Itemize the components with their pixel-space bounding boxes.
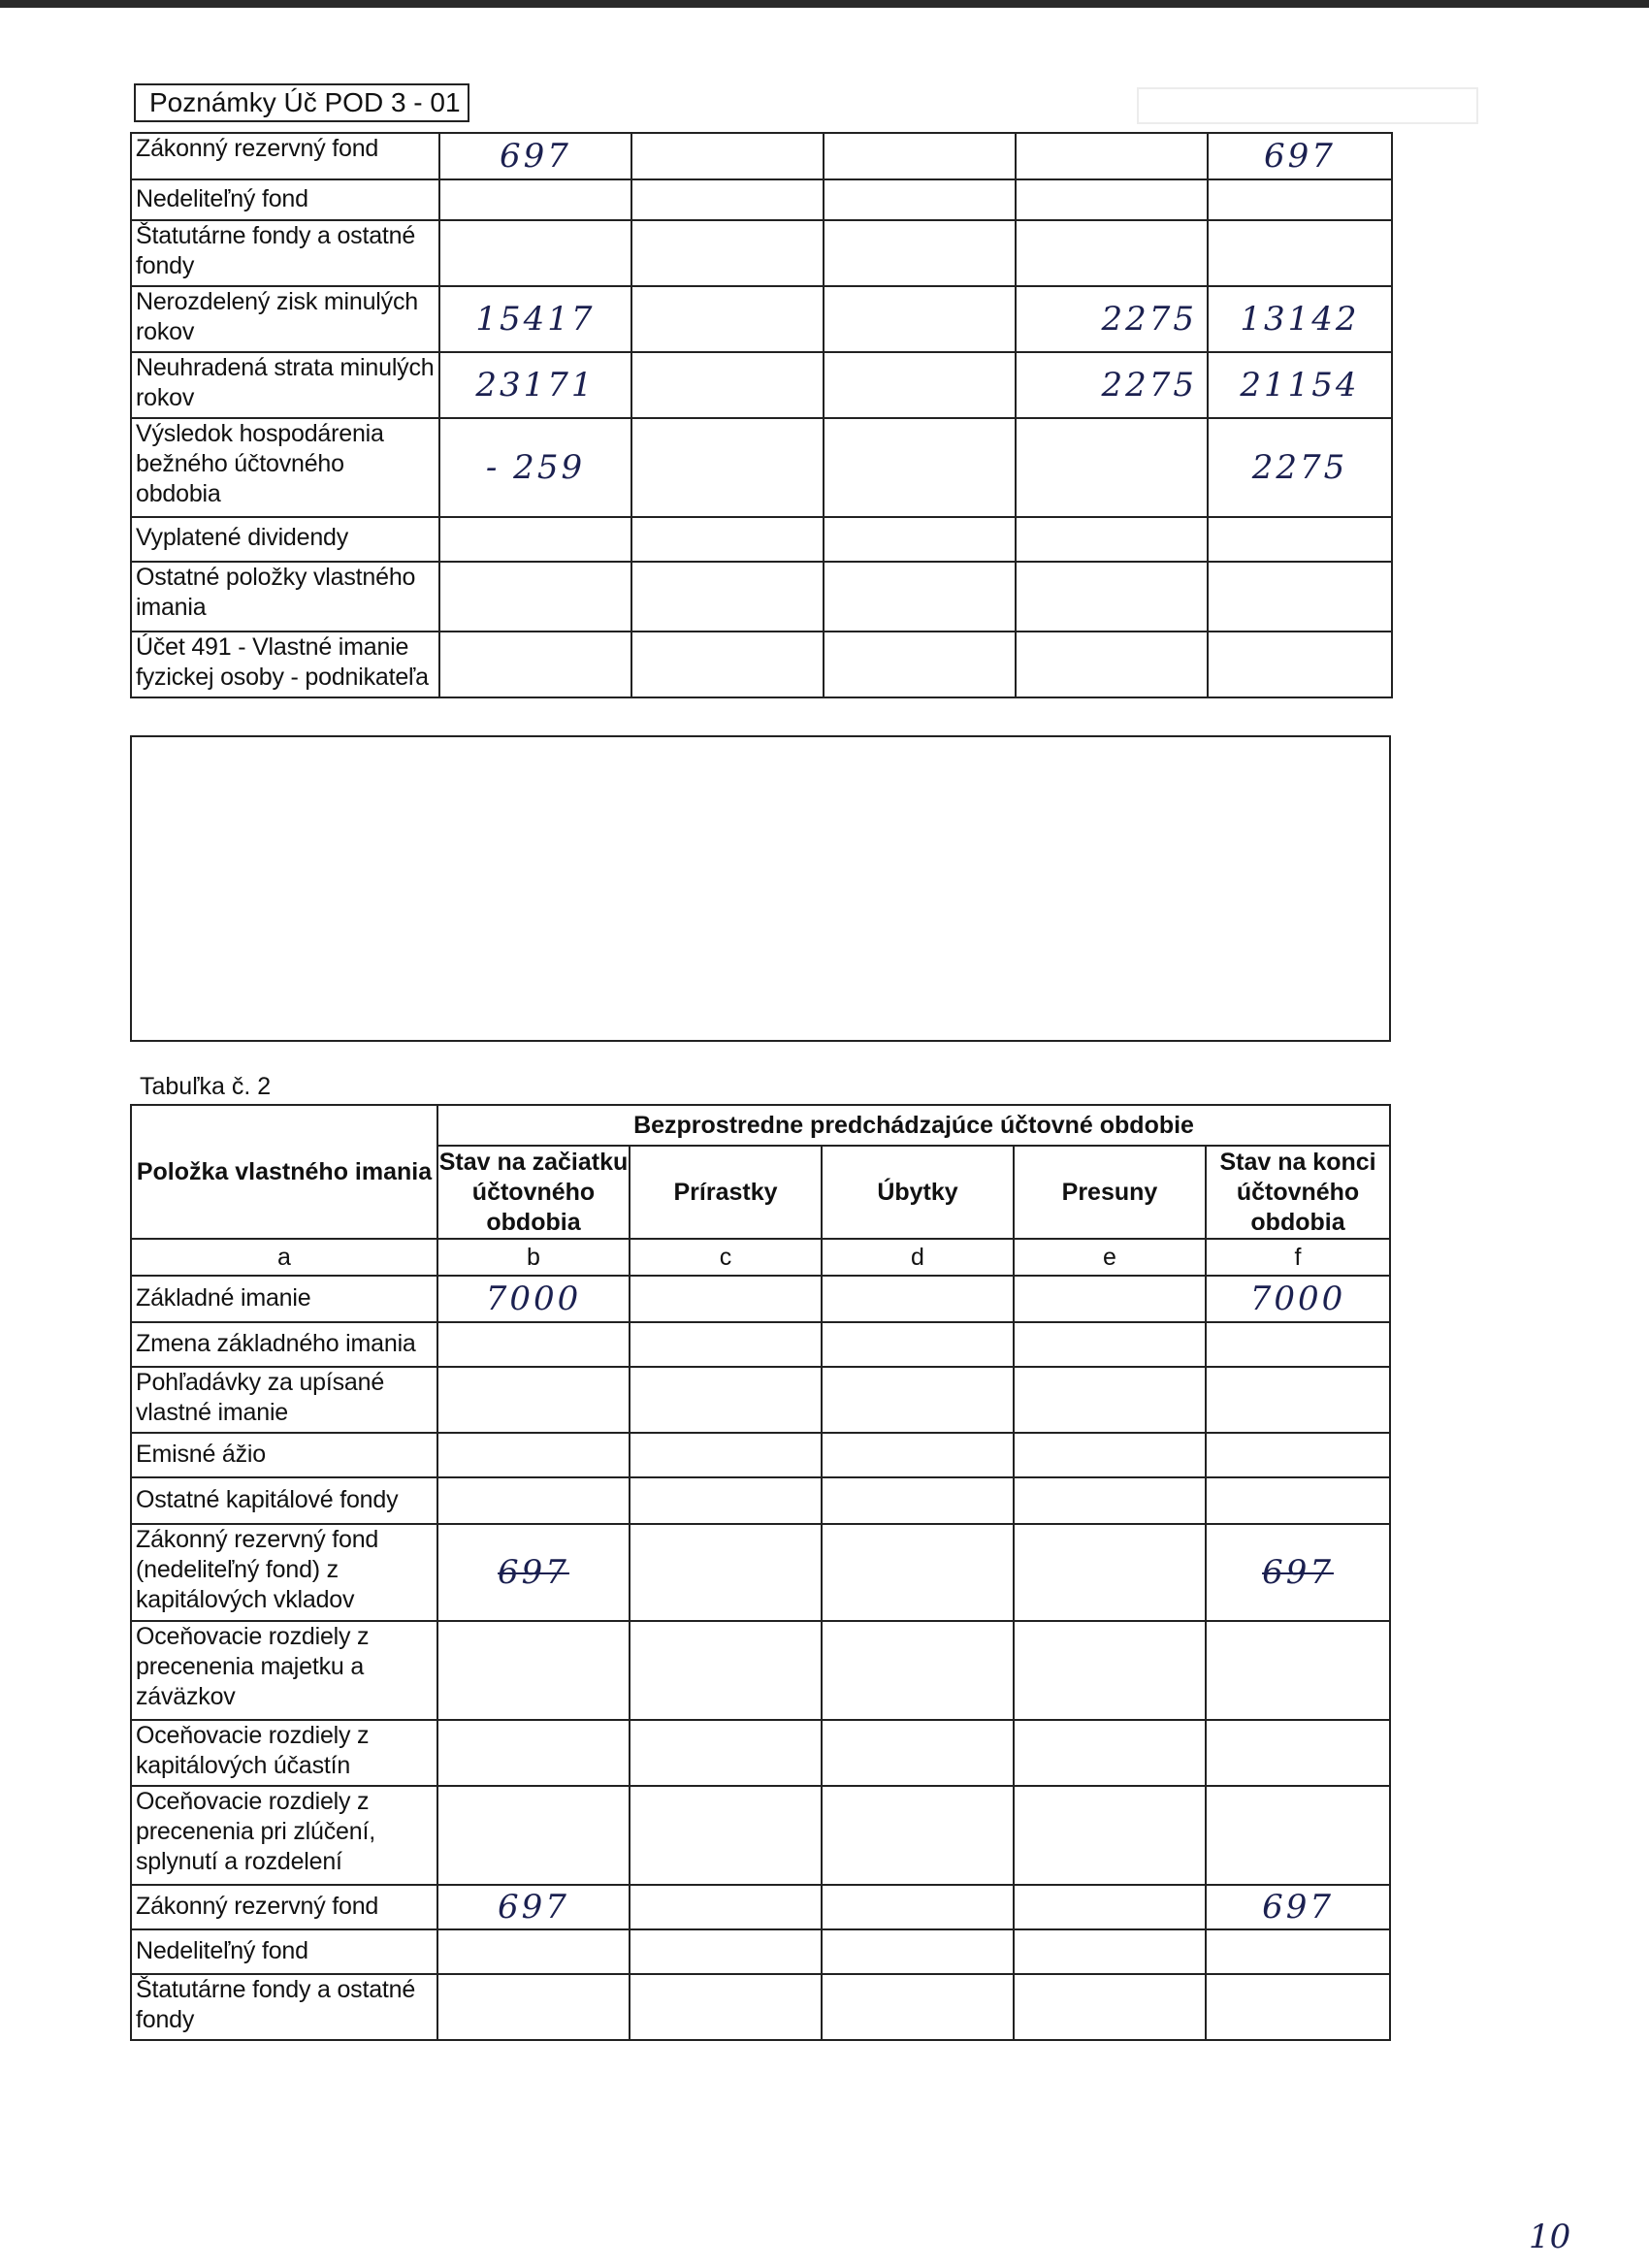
row-label: Účet 491 - Vlastné imanie fyzickej osoby - podnikateľa (131, 632, 439, 697)
cell-f[interactable] (1206, 1786, 1390, 1885)
cell-b[interactable] (437, 1929, 630, 1974)
cell-b[interactable]: 697 (439, 133, 631, 179)
cell-f[interactable]: 697 (1208, 133, 1392, 179)
row-label: Pohľadávky za upísané vlastné imanie (131, 1367, 437, 1433)
col-header-item: Položka vlastného imania (131, 1105, 437, 1239)
col-letter-f: f (1206, 1239, 1390, 1276)
table-row (131, 418, 1392, 517)
row-label: Zákonný rezervný fond (131, 1885, 437, 1929)
equity-movement-table (130, 132, 1393, 698)
cell-b[interactable]: 697 (437, 1524, 630, 1621)
cell-c[interactable] (630, 1433, 822, 1477)
row-label: Zákonný rezervný fond (131, 133, 439, 179)
table-row (131, 1929, 1390, 1974)
cell-d[interactable] (822, 1974, 1014, 2040)
cell-e[interactable] (1014, 1477, 1206, 1524)
cell-c[interactable] (630, 1322, 822, 1367)
cell-c[interactable] (630, 1786, 822, 1885)
cell-f[interactable]: 697 (1206, 1885, 1390, 1929)
bleed-through-shadow (1137, 87, 1478, 124)
row-label: Výsledok hospodárenia bežného účtovného obdobia (131, 418, 439, 517)
cell-c[interactable] (631, 632, 824, 697)
header-row (131, 1105, 1390, 1146)
cell-c[interactable] (630, 1367, 822, 1433)
cell-c[interactable] (630, 1885, 822, 1929)
cell-e[interactable] (1014, 1367, 1206, 1433)
cell-e[interactable] (1014, 1621, 1206, 1720)
table-caption: Tabuľka č. 2 (140, 1073, 272, 1100)
cell-f[interactable]: 697 (1206, 1524, 1390, 1621)
table-row (131, 562, 1392, 632)
cell-c[interactable] (631, 517, 824, 562)
cell-b[interactable] (439, 632, 631, 697)
cell-f[interactable] (1206, 1367, 1390, 1433)
letter-row (131, 1239, 1390, 1276)
col-header-b: Stav na začiatku účtovného obdobia (437, 1146, 630, 1239)
cell-e[interactable] (1014, 1974, 1206, 2040)
table-row (131, 1974, 1390, 2040)
cell-e[interactable] (1016, 418, 1208, 517)
col-header-e: Presuny (1014, 1146, 1206, 1239)
cell-c[interactable] (630, 1974, 822, 2040)
table-row (131, 133, 1392, 179)
cell-c[interactable] (630, 1621, 822, 1720)
cell-d[interactable] (822, 1720, 1014, 1786)
table-row (131, 220, 1392, 286)
table-row (131, 1433, 1390, 1477)
cell-e[interactable] (1016, 133, 1208, 179)
cell-c[interactable] (630, 1276, 822, 1322)
row-label: Emisné ážio (131, 1433, 437, 1477)
cell-c[interactable] (631, 562, 824, 632)
cell-b[interactable] (437, 1477, 630, 1524)
cell-d[interactable] (824, 220, 1016, 286)
row-label: Nerozdelený zisk minulých rokov (131, 286, 439, 352)
cell-f[interactable] (1206, 1929, 1390, 1974)
cell-f[interactable] (1208, 220, 1392, 286)
col-letter-e: e (1014, 1239, 1206, 1276)
cell-b[interactable] (439, 517, 631, 562)
col-header-c: Prírastky (630, 1146, 822, 1239)
cell-b[interactable] (437, 1322, 630, 1367)
cell-e[interactable] (1016, 562, 1208, 632)
row-label: Ostatné kapitálové fondy (131, 1477, 437, 1524)
cell-b[interactable] (439, 179, 631, 220)
col-letter-d: d (822, 1239, 1014, 1276)
cell-b[interactable]: - 259 (439, 418, 631, 517)
col-letter-c: c (630, 1239, 822, 1276)
col-header-d: Úbytky (822, 1146, 1014, 1239)
cell-d[interactable] (822, 1276, 1014, 1322)
cell-d[interactable] (824, 352, 1016, 418)
cell-d[interactable] (822, 1786, 1014, 1885)
cell-b[interactable] (437, 1720, 630, 1786)
row-label: Oceňovacie rozdiely z kapitálových účastín (131, 1720, 437, 1786)
cell-c[interactable] (631, 352, 824, 418)
cell-e[interactable] (1014, 1720, 1206, 1786)
table-row (131, 632, 1392, 697)
cell-d[interactable] (822, 1433, 1014, 1477)
cell-f[interactable] (1208, 179, 1392, 220)
cell-d[interactable] (824, 179, 1016, 220)
row-label: Zmena základného imania (131, 1322, 437, 1367)
cell-e[interactable] (1016, 632, 1208, 697)
cell-e[interactable] (1014, 1929, 1206, 1974)
cell-c[interactable] (630, 1477, 822, 1524)
cell-d[interactable] (822, 1885, 1014, 1929)
row-label: Štatutárne fondy a ostatné fondy (131, 220, 439, 286)
table-row (131, 352, 1392, 418)
row-label: Nedeliteľný fond (131, 179, 439, 220)
cell-b[interactable] (437, 1367, 630, 1433)
cell-d[interactable] (824, 632, 1016, 697)
cell-f[interactable] (1206, 1477, 1390, 1524)
cell-e[interactable] (1016, 179, 1208, 220)
cell-e[interactable] (1016, 517, 1208, 562)
cell-c[interactable] (630, 1524, 822, 1621)
cell-b[interactable]: 7000 (437, 1276, 630, 1322)
cell-d[interactable] (822, 1322, 1014, 1367)
cell-c[interactable] (631, 286, 824, 352)
cell-e[interactable]: 2275 (1016, 352, 1208, 418)
cell-f[interactable]: 2275 (1208, 418, 1392, 517)
table-row (131, 1524, 1390, 1621)
col-header-f: Stav na konci účtovného obdobia (1206, 1146, 1390, 1239)
cell-b[interactable] (437, 1621, 630, 1720)
cell-f[interactable] (1206, 1433, 1390, 1477)
table-row (131, 1367, 1390, 1433)
col-letter-b: b (437, 1239, 630, 1276)
row-label: Neuhradená strata minulých rokov (131, 352, 439, 418)
cell-c[interactable] (631, 179, 824, 220)
table-row (131, 517, 1392, 562)
cell-c[interactable] (631, 133, 824, 179)
cell-b[interactable] (437, 1974, 630, 2040)
cell-f[interactable] (1206, 1720, 1390, 1786)
cell-d[interactable] (824, 517, 1016, 562)
cell-b[interactable]: 23171 (439, 352, 631, 418)
table-row (131, 1276, 1390, 1322)
cell-d[interactable] (822, 1477, 1014, 1524)
cell-f[interactable]: 21154 (1208, 352, 1392, 418)
equity-items-table (130, 1104, 1391, 2041)
table-row (131, 286, 1392, 352)
cell-f[interactable] (1208, 562, 1392, 632)
col-letter-a: a (131, 1239, 437, 1276)
cell-d[interactable] (822, 1929, 1014, 1974)
table-row (131, 1477, 1390, 1524)
cell-b[interactable]: 15417 (439, 286, 631, 352)
cell-d[interactable] (824, 286, 1016, 352)
table-row (131, 179, 1392, 220)
cell-c[interactable] (631, 418, 824, 517)
table-row (131, 1720, 1390, 1786)
row-label: Základné imanie (131, 1276, 437, 1322)
cell-b[interactable] (437, 1433, 630, 1477)
cell-d[interactable] (822, 1367, 1014, 1433)
cell-e[interactable] (1014, 1433, 1206, 1477)
cell-c[interactable] (630, 1720, 822, 1786)
cell-d[interactable] (824, 418, 1016, 517)
cell-d[interactable] (824, 562, 1016, 632)
row-label: Ostatné položky vlastného imania (131, 562, 439, 632)
cell-d[interactable] (822, 1621, 1014, 1720)
table-row (131, 1621, 1390, 1720)
row-label: Vyplatené dividendy (131, 517, 439, 562)
cell-e[interactable]: 2275 (1016, 286, 1208, 352)
cell-f[interactable] (1208, 517, 1392, 562)
cell-d[interactable] (824, 133, 1016, 179)
cell-f[interactable] (1206, 1322, 1390, 1367)
row-label: Štatutárne fondy a ostatné fondy (131, 1974, 437, 2040)
table-row (131, 1322, 1390, 1367)
cell-b[interactable] (439, 562, 631, 632)
cell-e[interactable] (1016, 220, 1208, 286)
notes-textbox[interactable] (130, 735, 1391, 1042)
cell-f[interactable]: 13142 (1208, 286, 1392, 352)
cell-e[interactable] (1014, 1322, 1206, 1367)
row-label: Zákonný rezervný fond (nedeliteľný fond) z kapitálových vkladov (131, 1524, 437, 1621)
row-label: Nedeliteľný fond (131, 1929, 437, 1974)
page-number: 10 (1529, 2218, 1571, 2256)
cell-e[interactable] (1014, 1786, 1206, 1885)
cell-e[interactable] (1014, 1276, 1206, 1322)
cell-f[interactable] (1206, 1621, 1390, 1720)
cell-f[interactable]: 7000 (1206, 1276, 1390, 1322)
cell-e[interactable] (1014, 1524, 1206, 1621)
cell-c[interactable] (631, 220, 824, 286)
scan-top-edge (0, 0, 1649, 8)
row-label: Oceňovacie rozdiely z precenenia pri zlúčení, splynutí a rozdelení (131, 1786, 437, 1885)
cell-d[interactable] (822, 1524, 1014, 1621)
cell-c[interactable] (630, 1929, 822, 1974)
cell-f[interactable] (1208, 632, 1392, 697)
row-label: Oceňovacie rozdiely z precenenia majetku a záväzkov (131, 1621, 437, 1720)
cell-f[interactable] (1206, 1974, 1390, 2040)
cell-e[interactable] (1014, 1885, 1206, 1929)
form-id-box: Poznámky Úč POD 3 - 01 (134, 83, 469, 122)
table-row (131, 1885, 1390, 1929)
period-header: Bezprostredne predchádzajúce účtovné obdobie (437, 1105, 1390, 1146)
cell-b[interactable] (437, 1786, 630, 1885)
table-row (131, 1786, 1390, 1885)
cell-b[interactable]: 697 (437, 1885, 630, 1929)
cell-b[interactable] (439, 220, 631, 286)
